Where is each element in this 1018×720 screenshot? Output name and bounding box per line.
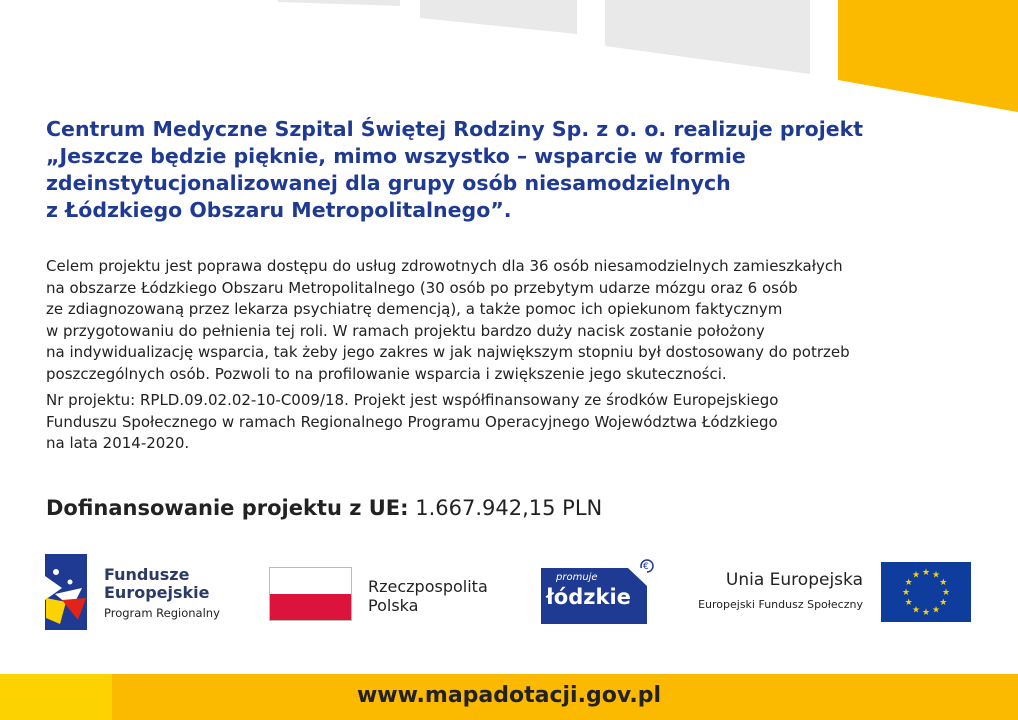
description-line: na indywidualizację wsparcia, tak żeby jego zakres w jak największym stopniu był dostosowany do potrzeb — [46, 343, 850, 361]
fe-line2: Europejskie — [104, 583, 210, 602]
project-number-line: na lata 2014-2020. — [46, 434, 190, 452]
project-number-line: Nr projektu: RPLD.09.02.02-10-C009/18. Projekt jest współfinansowany ze środków Europejskiego — [46, 391, 779, 409]
fe-line1: Fundusze — [104, 565, 190, 584]
funding-value: 1.667.942,15 PLN — [408, 496, 603, 520]
eu-star-icon: ★ — [939, 577, 948, 587]
eu-star-icon: ★ — [931, 604, 941, 615]
lodzkie-text — [546, 572, 646, 609]
fe-line3: Program Regionalny — [104, 606, 220, 620]
fundusze-europejskie-logo — [45, 554, 87, 630]
description-line: poszczególnych osób. Pozwoli to na profilowanie wsparcia i zwiększenie jego skuteczności. — [46, 364, 727, 383]
description-line: ze zdiagnozowaną przez lekarza psychiatrę demencją), a także pomoc ich opiekunom faktycznym — [46, 300, 783, 318]
eu-star-icon: ★ — [901, 587, 911, 597]
eu-star-icon: ★ — [911, 604, 921, 615]
eu-star-icon: ★ — [921, 567, 931, 577]
title-line: zdeinstytucjonalizowanej dla grupy osób niesamodzielnych — [46, 171, 731, 195]
rp-text — [368, 577, 488, 615]
project-number-line: Funduszu Społecznego w ramach Regionalnego Programu Operacyjnego Województwa Łódzkiego — [46, 412, 778, 431]
title-line: „Jeszcze będzie pięknie, mimo wszystko – wsparcie w formie — [46, 144, 746, 168]
eu-star-icon: ★ — [941, 587, 951, 597]
polish-flag — [270, 568, 352, 621]
eu-star-icon: ★ — [904, 597, 913, 607]
eu-star-icon: ★ — [904, 577, 913, 587]
title-line: Centrum Medyczne Szpital Świętej Rodziny Sp. z o. o. realizuje projekt — [46, 117, 864, 141]
lodzkie-big: łódzkie — [546, 585, 631, 609]
project-title — [46, 116, 946, 224]
footer-bar — [0, 674, 1018, 720]
eu-star-icon: ★ — [939, 597, 948, 607]
ue-sub: Europejski Fundusz Społeczny — [698, 598, 863, 611]
description-line: na obszarze Łódzkiego Obszaru Metropolitalnego (30 osób po przebytym udarze mózgu oraz 6 osób — [46, 278, 798, 297]
description-line: Celem projektu jest poprawa dostępu do usług zdrowotnych dla 36 osób niesamodzielnych zamieszkałych — [46, 257, 843, 275]
rp-line2: Polska — [368, 596, 419, 615]
eu-star-icon: ★ — [921, 607, 931, 617]
funding-label: Dofinansowanie projektu z UE: — [46, 496, 409, 520]
fe-text — [104, 566, 220, 620]
lodzkie-euro-icon: € — [643, 562, 649, 572]
title-line: z Łódzkiego Obszaru Metropolitalnego”. — [46, 198, 512, 222]
project-description — [46, 256, 976, 455]
eu-star-icon: ★ — [931, 569, 941, 580]
description-line: w przygotowaniu do pełnienia tej roli. W ramach projektu bardzo duży nacisk zostanie położony — [46, 321, 765, 340]
lodzkie-small: promuje — [556, 572, 598, 583]
rp-line1: Rzeczpospolita — [368, 577, 488, 596]
eu-star-icon: ★ — [911, 569, 921, 580]
funding-amount — [46, 496, 602, 520]
ue-title: Unia Europejska — [725, 570, 863, 590]
ue-text — [698, 570, 863, 611]
header-decoration — [0, 0, 1018, 120]
footer-url-link[interactable]: www.mapadotacji.gov.pl — [356, 683, 662, 708]
